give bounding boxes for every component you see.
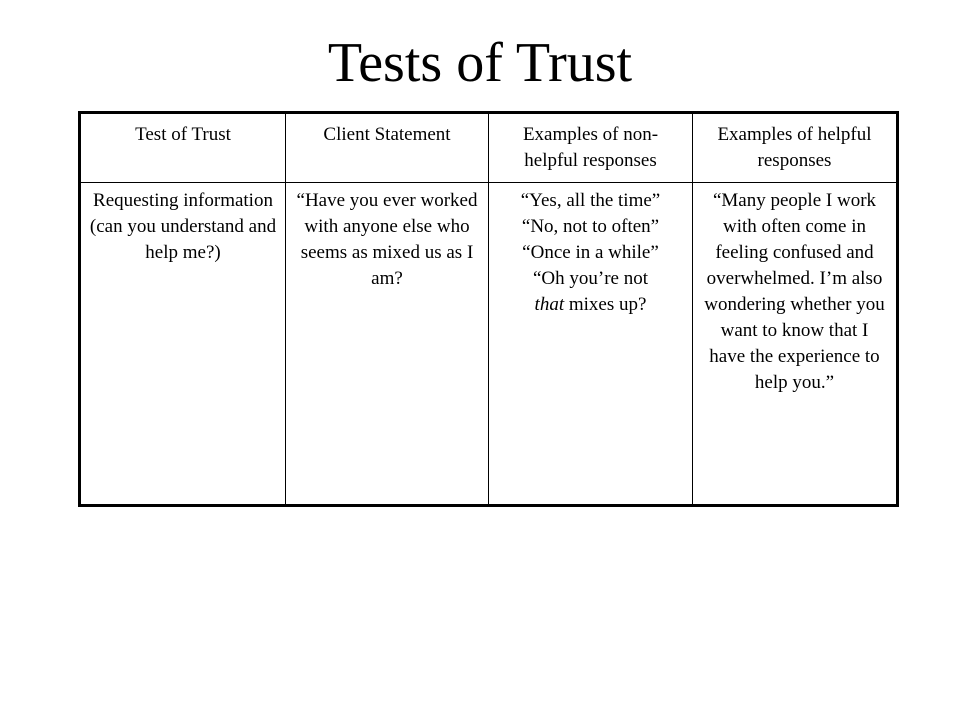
header-client-statement: Client Statement: [286, 113, 489, 183]
non-helpful-response-3: “Once in a while”: [522, 242, 659, 263]
cell-non-helpful-responses: [489, 183, 693, 506]
cell-helpful-response: “Many people I work with often come in feeling confused and overwhelmed. I’m also wondering whether you want to know that I have the experience to help you.”: [693, 183, 898, 506]
header-test-of-trust: Test of Trust: [80, 113, 286, 183]
non-helpful-response-1: “Yes, all the time”: [520, 190, 661, 211]
non-helpful-response-4-suffix: mixes up?: [564, 294, 647, 315]
non-helpful-response-4: [497, 266, 684, 318]
non-helpful-response-4-prefix: “Oh you’re not: [532, 268, 649, 289]
cell-client-statement: “Have you ever worked with anyone else who seems as mixed us as I am?: [286, 183, 489, 506]
header-non-helpful-responses: Examples of non-helpful responses: [489, 113, 693, 183]
tests-of-trust-table: [78, 111, 899, 507]
slide-title: Tests of Trust: [327, 32, 633, 94]
header-helpful-responses: Examples of helpful responses: [693, 113, 898, 183]
table-row: [80, 183, 898, 506]
non-helpful-response-2: “No, not to often”: [521, 216, 660, 237]
cell-test-of-trust: Requesting information (can you understand and help me?): [80, 183, 286, 506]
table-header-row: [80, 113, 898, 183]
non-helpful-response-4-emphasis: that: [534, 294, 565, 315]
